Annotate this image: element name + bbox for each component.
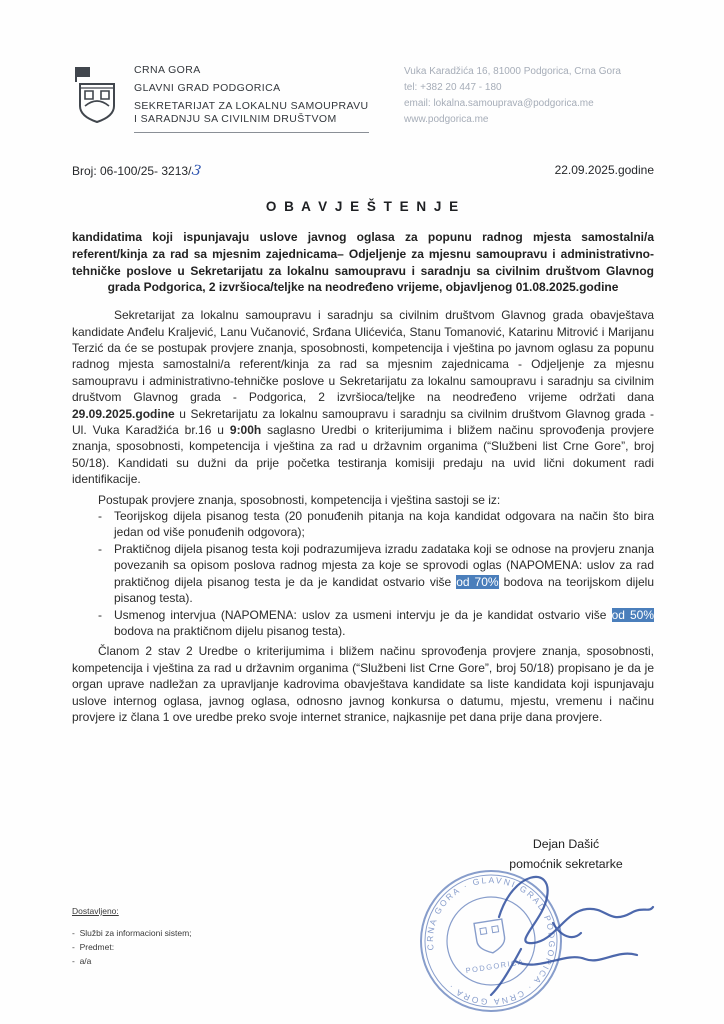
distribution-label: Dostavljeno: [72, 906, 119, 916]
org-city: GLAVNI GRAD PODGORICA [134, 82, 281, 94]
org-secretariat-line2: I SARADNJU SA CIVILNIM DRUŠTVOM [134, 113, 337, 125]
stamp-ring-text: CRNA GORA · GLAVNI GRAD PODGORICA · CRNA GORA · [424, 874, 558, 1008]
document-title: O B A V J E Š T E N J E [265, 199, 461, 214]
signatory-title: pomoćnik sekretarke [509, 857, 623, 871]
list-dash: - [98, 541, 102, 556]
contact-block [404, 64, 654, 128]
stamp-bottom-text: PODGORICA [464, 957, 525, 976]
reference-row [72, 163, 654, 179]
distribution-item: - Službi za informacioni sistem; [72, 928, 192, 938]
stamp-and-signature [403, 853, 658, 1021]
reference-number: Broj: 06-100/25- 3213/3 [72, 162, 203, 180]
coat-of-arms-logo [72, 64, 122, 129]
list-dash: - [98, 509, 102, 524]
distribution-block [72, 906, 192, 968]
contact-address: Vuka Karadžića 16, 81000 Podgorica, Crna Gora [404, 66, 621, 77]
body-paragraph-1: Sekretarijat za lokalnu samoupravu i saradnju sa civilnim društvom Glavnog grada obavještava kandidate Anđelu Kraljević, Lanu Vučanović, Srđana Ulićevića, Stanu Tomanović, Katarinu Mitrović i Marijanu Terzić da će se postupak provjere znanja, sposobnosti, kompetencija i vještina po javnom oglasu za popunu radnog mjesta samostalni/a referent/kinja za rad sa mjesnim zajednicama - Odjeljenje za mjesnu samoupravu i administrativno-tehničke poslove u Sekretarijatu za lokalnu samoupravu i saradnju sa civilnim društvom Glavnog grada - Podgorica, 2 izvršioca/teljke na neodređeno vrijeme održati dana 29.09.2025.godine u Sekretarijatu za lokalnu samoupravu i saradnju sa civilnim društvom Glavnog grada - Ul. Vuka Karadžića br.16 u 9:00h saglasno Uredbi o kriterijumima i bližem načinu sprovođenja provjere znanja, sposobnosti, kompetencija i vještina za rad u državnim organima (“Službeni list Crne Gore”, broj 50/18). Kandidati su dužni da prije početka testiranja komisiji predaju na uvid lični dokument radi identifikacije. [72, 308, 654, 487]
distribution-item: - a/a [72, 956, 92, 966]
contact-phone: tel: +382 20 447 - 180 [404, 82, 502, 93]
handwritten-digit: 3 [191, 162, 203, 180]
procedure-list [98, 508, 654, 639]
org-title-block [134, 64, 369, 133]
list-item: - Praktičnog dijela pisanog testa koji podrazumijeva izradu zadataka koji se odnose na provjeru znanja povezanih sa opisom poslova radnog mjesta za koje se sprovodi oglas (NAPOMENA: uslov za rad praktičnog dijela pisanog testa je da je kandidat ostvario više od 70% bodova na teorijskom dijelu pisanog testa). [98, 541, 654, 606]
document-date: 22.09.2025.godine [554, 163, 654, 177]
subject-paragraph: kandidatima koji ispunjavaju uslove javnog oglasa za popunu radnog mjesta samostalni/a referent/kinja za rad sa mjesnim zajednicama– Odjeljenje za mjesnu samoupravu i administrativno-tehničke poslove u Sekretarijatu za lokalnu samoupravu i saradnju sa civilnim društvom Glavnog grada Podgorica, 2 izvršioca/teljke na neodređeno vrijeme, objavljenog 01.08.2025.godine [72, 230, 654, 295]
body-paragraph-2: Postupak provjere znanja, sposobnosti, kompetencija i vještina sastoji se iz: [98, 492, 501, 507]
contact-website: www.podgorica.me [404, 114, 489, 125]
signatory-name: Dejan Dašić [532, 837, 600, 851]
contact-email: email: lokalna.samouprava@podgorica.me [404, 98, 594, 109]
distribution-item: - Predmet: [72, 942, 115, 952]
body-paragraph-3: Članom 2 stav 2 Uredbe o kriterijumima i bližem načinu sprovođenja provjere znanja, sposobnosti, kompetencija i vještina za rad u državnim organima (“Službeni list Crne Gore”, broj 50/18) propisano je da je organ uprave nadležan za upravljanje kadrovima obavještava kandidate sa liste kandidata koji ispunjavaju uslove internog oglasa, javnog oglasa, odnosno javnog konkursa o datumu, mjestu, vremenu i načinu provjere iz člana 1 ove uredbe preko svoje internet stranice, najkasnije pet dana prije dana provjere. [72, 644, 654, 724]
list-item: - Usmenog intervjua (NAPOMENA: uslov za usmeni intervju je da je kandidat ostvario više od 50% bodova na praktičnom dijelu pisanog testa). [98, 607, 655, 638]
org-secretariat-line1: SEKRETARIJAT ZA LOKALNU SAMOUPRAVU [134, 100, 369, 112]
list-item: - Teorijskog dijela pisanog testa (20 ponuđenih pitanja na koja kandidat odgovara na način što bira jedan od više ponuđenih odgovora); [98, 509, 654, 540]
list-dash: - [98, 607, 102, 622]
letterhead [72, 64, 654, 133]
org-country: CRNA GORA [134, 64, 201, 76]
